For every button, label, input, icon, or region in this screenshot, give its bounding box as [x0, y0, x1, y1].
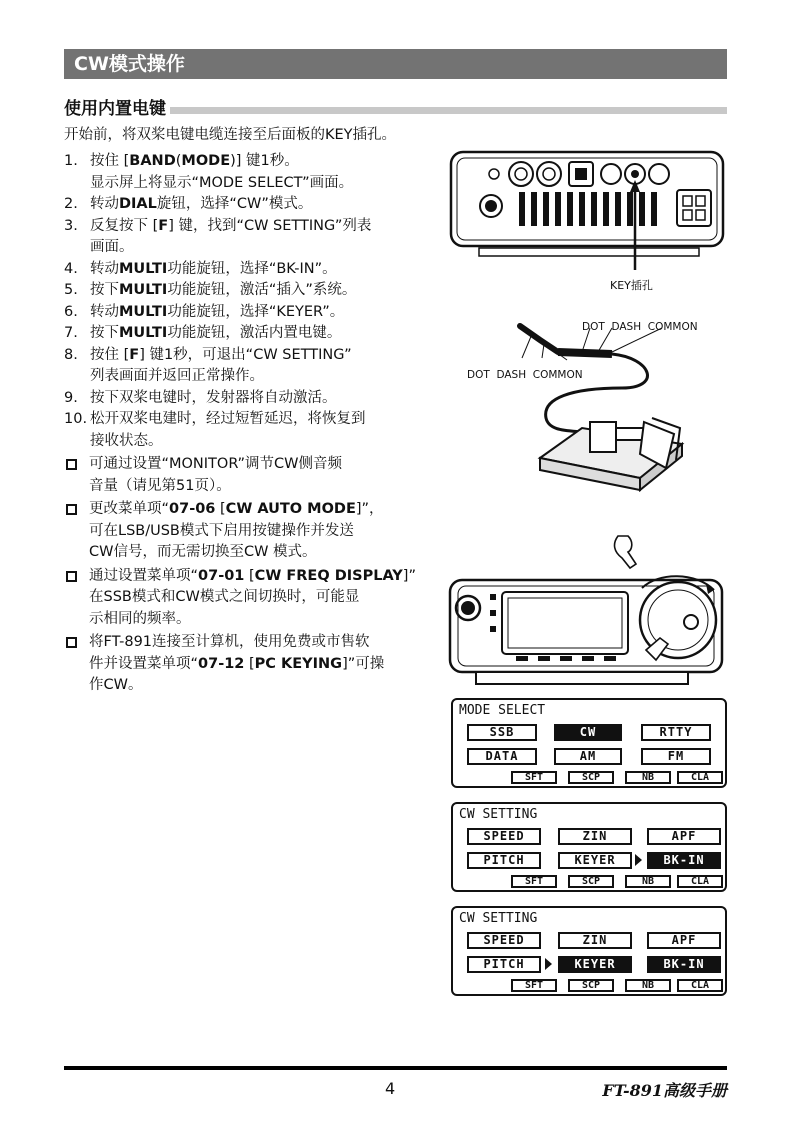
text: 更改菜单项“	[89, 501, 170, 517]
softkey-cla[interactable]: CLA	[677, 979, 723, 992]
page-number: 4	[385, 1079, 396, 1098]
text: 可通过设置“MONITOR”调节CW侧音频	[89, 456, 342, 472]
text: 转动	[90, 260, 119, 277]
lcd-mode-select	[451, 698, 727, 788]
subsection-title: 使用内置电键	[64, 94, 170, 119]
step-item	[64, 194, 420, 216]
bold-text: 07-12	[198, 655, 245, 672]
speed-button[interactable]: SPEED	[467, 828, 541, 845]
softkey-cla[interactable]: CLA	[677, 771, 723, 784]
bkin-button[interactable]: BK-IN	[647, 956, 721, 973]
text: 按下	[90, 282, 119, 298]
step-item	[64, 323, 420, 345]
text: (	[175, 153, 182, 169]
text: 按下	[90, 325, 119, 341]
checkbox-icon	[66, 571, 77, 582]
step-number: 5.	[64, 282, 78, 298]
text: 件并设置菜单项“	[89, 655, 199, 672]
bkin-button[interactable]: BK-IN	[647, 852, 721, 869]
step-number: 2.	[64, 196, 78, 212]
key-jack-label: KEY插孔	[610, 279, 653, 292]
step-number: 4.	[64, 260, 78, 277]
softkey-sft[interactable]: SFT	[511, 875, 557, 888]
step-text	[90, 194, 420, 216]
text: ]”	[402, 567, 416, 584]
checkbox-icon	[66, 637, 77, 648]
bold-text: MODE	[181, 153, 231, 169]
text: ] 键1秒，可退出“CW SETTING”	[139, 346, 352, 363]
plug-label-right: DOT DASH COMMON	[582, 321, 698, 333]
lcd-cw-setting-bkin	[451, 802, 727, 892]
text: 示相同的频率。	[89, 610, 191, 627]
note-item	[64, 566, 420, 631]
softkey-nb[interactable]: NB	[625, 771, 671, 784]
text-line	[89, 454, 420, 476]
step-number: 10.	[64, 411, 88, 427]
bold-text: MULTI	[119, 325, 168, 341]
softkey-cla[interactable]: CLA	[677, 875, 723, 888]
step-item	[64, 151, 420, 194]
checkbox-icon	[66, 504, 77, 515]
softkey-nb[interactable]: NB	[625, 979, 671, 992]
softkey-scp[interactable]: SCP	[568, 771, 614, 784]
text: 旋钮，选择“CW”模式。	[156, 196, 313, 212]
text-line	[89, 542, 420, 564]
softkey-scp[interactable]: SCP	[568, 979, 614, 992]
step-text	[90, 345, 420, 388]
selection-arrow-icon	[635, 854, 642, 866]
bold-text: MULTI	[119, 282, 168, 298]
text: 功能旋钮，选择“KEYER”。	[167, 303, 345, 320]
bold-text: CW AUTO MODE	[225, 501, 356, 517]
softkey-nb[interactable]: NB	[625, 875, 671, 888]
softkey-scp[interactable]: SCP	[568, 875, 614, 888]
bold-text: F	[129, 346, 140, 363]
text-line	[90, 323, 420, 345]
text: 画面。	[90, 239, 134, 255]
rear-panel-illustration	[449, 150, 729, 290]
text: 转动	[90, 196, 119, 212]
step-item	[64, 345, 420, 388]
step-number: 1.	[64, 153, 78, 169]
note-text	[89, 566, 420, 631]
mode-ssb-button[interactable]: SSB	[467, 724, 537, 741]
text-line	[90, 151, 420, 173]
bold-text: MULTI	[119, 303, 168, 320]
text: [	[244, 567, 255, 584]
step-item	[64, 409, 420, 452]
text: 转动	[90, 303, 119, 320]
text-line	[89, 609, 420, 631]
text: 功能旋钮，激活内置电键。	[167, 325, 342, 341]
keyer-button[interactable]: KEYER	[558, 956, 632, 973]
text-line	[90, 259, 420, 281]
text-line	[89, 587, 420, 609]
step-item	[64, 259, 420, 281]
step-list	[64, 151, 420, 697]
text-line	[89, 654, 420, 676]
text: 功能旋钮，选择“BK-IN”。	[167, 260, 337, 277]
bold-text: 07-06	[169, 501, 216, 517]
keyer-button[interactable]: KEYER	[558, 852, 632, 869]
text: 在SSB模式和CW模式之间切换时，可能显	[89, 589, 360, 605]
text: 列表画面并返回正常操作。	[90, 368, 264, 384]
lcd-cw-setting-keyer	[451, 906, 727, 996]
mode-fm-button[interactable]: FM	[641, 748, 711, 765]
zin-button[interactable]: ZIN	[558, 932, 632, 949]
text-line	[89, 521, 420, 543]
text: 显示屏上将显示“MODE SELECT”画面。	[90, 174, 354, 191]
text-line	[89, 632, 420, 654]
text-line	[89, 675, 420, 697]
softkey-sft[interactable]: SFT	[511, 979, 557, 992]
intro-text: 开始前，将双桨电键电缆连接至后面板的KEY插孔。	[64, 127, 397, 143]
note-text	[89, 499, 420, 564]
checkbox-icon	[66, 459, 77, 470]
text-line	[90, 280, 420, 302]
apf-button[interactable]: APF	[647, 828, 721, 845]
text: 将FT-891连接至计算机，使用免费或市售软	[89, 634, 370, 650]
text-line	[90, 366, 420, 388]
text: 反复按下 [	[90, 217, 159, 234]
text: CW信号，而无需切换至CW 模式。	[89, 544, 317, 560]
footer-rule	[64, 1066, 727, 1070]
text: 作CW。	[89, 677, 143, 693]
step-item	[64, 302, 420, 324]
step-number: 7.	[64, 325, 78, 341]
step-text	[90, 409, 420, 452]
note-item	[64, 632, 420, 697]
text-line	[90, 302, 420, 324]
text: [	[215, 501, 226, 517]
plug-label-left: DOT DASH COMMON	[467, 369, 583, 381]
step-number: 8.	[64, 346, 78, 363]
bold-text: 07-01	[198, 567, 245, 584]
lcd-title: CW SETTING	[459, 911, 538, 926]
text-line	[90, 173, 420, 195]
step-number: 6.	[64, 303, 78, 320]
text: 功能旋钮，激活“插入”系统。	[167, 282, 357, 298]
text: )] 键1秒。	[230, 153, 299, 169]
mode-cw-button[interactable]: CW	[554, 724, 622, 741]
step-item	[64, 216, 420, 259]
mode-rtty-button[interactable]: RTTY	[641, 724, 711, 741]
text-line	[90, 431, 420, 453]
paddle-key-illustration	[462, 318, 702, 518]
step-item	[64, 280, 420, 302]
step-text	[90, 259, 420, 281]
step-text	[90, 388, 420, 410]
text: ] 键，找到“CW SETTING”列表	[168, 217, 372, 234]
speed-button[interactable]: SPEED	[467, 932, 541, 949]
note-text	[89, 454, 420, 497]
manual-title: FT-891高级手册	[602, 1081, 727, 1100]
text-line	[89, 566, 420, 588]
text: 通过设置菜单项“	[89, 567, 199, 584]
bold-text: MULTI	[119, 260, 168, 277]
text: 接收状态。	[90, 432, 163, 449]
bold-text: PC KEYING	[254, 655, 343, 672]
bold-text: CW FREQ DISPLAY	[254, 567, 403, 584]
text: 松开双桨电建时，经过短暂延迟，将恢复到	[90, 411, 366, 427]
text: 可在LSB/USB模式下启用按键操作并发送	[89, 522, 354, 539]
text-line	[89, 476, 420, 498]
text-line	[90, 194, 420, 216]
pitch-button[interactable]: PITCH	[467, 852, 541, 869]
text-line	[90, 345, 420, 367]
step-number: 9.	[64, 389, 78, 406]
section-title: CW模式操作	[64, 49, 727, 79]
step-number: 3.	[64, 217, 78, 234]
text: 按住 [	[90, 153, 130, 169]
text-line	[90, 409, 420, 431]
step-item	[64, 388, 420, 410]
text: 按下双桨电键时，发射器将自动激活。	[90, 389, 337, 406]
text-line	[89, 499, 420, 521]
lcd-title: MODE SELECT	[459, 703, 546, 718]
pitch-button[interactable]: PITCH	[467, 956, 541, 973]
text: 按住 [	[90, 346, 130, 363]
text: 音量（请见第51页）。	[89, 477, 231, 494]
softkey-sft[interactable]: SFT	[511, 771, 557, 784]
step-text	[90, 280, 420, 302]
front-panel-illustration[interactable]	[446, 530, 728, 690]
selection-arrow-icon	[545, 958, 552, 970]
mode-data-button[interactable]: DATA	[467, 748, 537, 765]
text: [	[244, 655, 255, 672]
lcd-title: CW SETTING	[459, 807, 538, 822]
bold-text: F	[158, 217, 169, 234]
text-line	[90, 237, 420, 259]
mode-am-button[interactable]: AM	[554, 748, 622, 765]
zin-button[interactable]: ZIN	[558, 828, 632, 845]
text: ]”可操	[342, 655, 385, 672]
step-text	[90, 151, 420, 194]
bold-text: DIAL	[119, 196, 157, 212]
apf-button[interactable]: APF	[647, 932, 721, 949]
bold-text: BAND	[129, 153, 176, 169]
note-item	[64, 454, 420, 497]
text: ]”，	[355, 501, 384, 517]
note-item	[64, 499, 420, 564]
note-text	[89, 632, 420, 697]
text-line	[90, 388, 420, 410]
step-text	[90, 216, 420, 259]
text-line	[90, 216, 420, 238]
step-text	[90, 302, 420, 324]
step-text	[90, 323, 420, 345]
